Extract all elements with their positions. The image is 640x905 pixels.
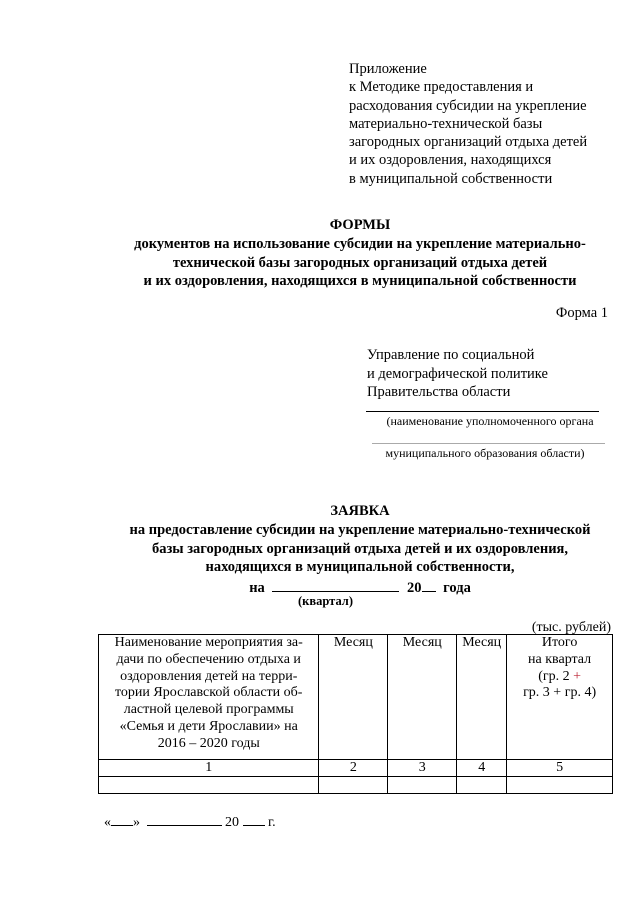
column-number: 3: [388, 760, 457, 777]
forms-subtitle: [110, 235, 610, 291]
appendix-line: материально-технической базы: [349, 115, 543, 132]
header-month-3: Месяц: [457, 635, 507, 760]
table-cell[interactable]: [99, 777, 319, 794]
forms-subtitle-line: и их оздоровления, находящихся в муниципальной собственности: [143, 273, 577, 290]
forms-title: ФОРМЫ: [329, 217, 391, 233]
column-number: 1: [99, 760, 319, 777]
appendix-line: в муниципальной собственности: [349, 170, 553, 187]
table-header-row: [99, 635, 613, 760]
year-prefix: 20: [407, 580, 422, 596]
header-month-1: Месяц: [319, 635, 388, 760]
year-blank-footer[interactable]: [243, 811, 265, 826]
recipient-line: и демографической политике: [367, 365, 548, 382]
form-number: Форма 1: [555, 305, 608, 321]
month-blank[interactable]: [147, 811, 222, 826]
recipient-caption-2: муниципального образования области): [385, 446, 585, 460]
year-suffix: года: [443, 580, 471, 596]
units-label: (тыс. рублей): [531, 620, 611, 635]
header-month-2: Месяц: [388, 635, 457, 760]
table-cell[interactable]: [388, 777, 457, 794]
recipient-line: Управление по социальной: [367, 347, 535, 363]
request-table: [98, 634, 613, 794]
table-row: [99, 777, 613, 794]
column-number-row: [99, 760, 613, 777]
quarter-label: (квартал): [298, 594, 353, 608]
request-title: ЗАЯВКА: [330, 503, 390, 519]
request-subtitle-line: базы загородных организаций отдыха детей и их оздоровления,: [151, 540, 569, 557]
recipient-blank-line-2: [372, 443, 605, 444]
quarter-blank[interactable]: [272, 577, 399, 592]
appendix-line: Приложение: [349, 61, 427, 77]
date-line: « » 20 г.: [104, 811, 276, 831]
header-event-name: Наименование мероприятия за- дачи по обеспечению отдыха и оздоровления детей на терри- тории Ярославской области об- ластной целевой программы «Семья и дети Ярославии» на 2016 – 2020 годы: [99, 635, 319, 760]
column-number: 4: [457, 760, 507, 777]
recipient-caption-1: (наименование уполномоченного органа: [386, 414, 594, 428]
recipient-blank-line-1: [366, 411, 599, 412]
column-number: 2: [319, 760, 388, 777]
appendix-line: расходования субсидии на укрепление: [349, 97, 587, 114]
appendix-line: к Методике предоставления и: [349, 79, 534, 96]
request-period: [110, 577, 610, 597]
appendix-header: [349, 60, 619, 188]
year-blank[interactable]: [422, 577, 436, 592]
recipient-block: [367, 346, 548, 402]
period-prefix: на: [249, 580, 265, 596]
recipient-line: Правительства области: [367, 384, 511, 400]
forms-subtitle-line: технической базы загородных организаций отдыха детей: [172, 254, 548, 271]
header-total: Итого на квартал (гр. 2 + гр. 3 + гр. 4): [507, 635, 613, 760]
request-subtitle-line: находящихся в муниципальной собственности,: [205, 559, 515, 576]
request-subtitle: [110, 521, 610, 577]
table-cell[interactable]: [507, 777, 613, 794]
appendix-line: загородных организаций отдыха детей: [349, 134, 588, 151]
forms-subtitle-line: документов на использование субсидии на укрепление материально-: [134, 236, 586, 252]
appendix-line: и их оздоровления, находящихся: [349, 152, 552, 169]
table-cell[interactable]: [319, 777, 388, 794]
table-cell[interactable]: [457, 777, 507, 794]
column-number: 5: [507, 760, 613, 777]
day-blank[interactable]: [111, 811, 133, 826]
request-subtitle-line: на предоставление субсидии на укрепление материально-технической: [129, 522, 591, 538]
